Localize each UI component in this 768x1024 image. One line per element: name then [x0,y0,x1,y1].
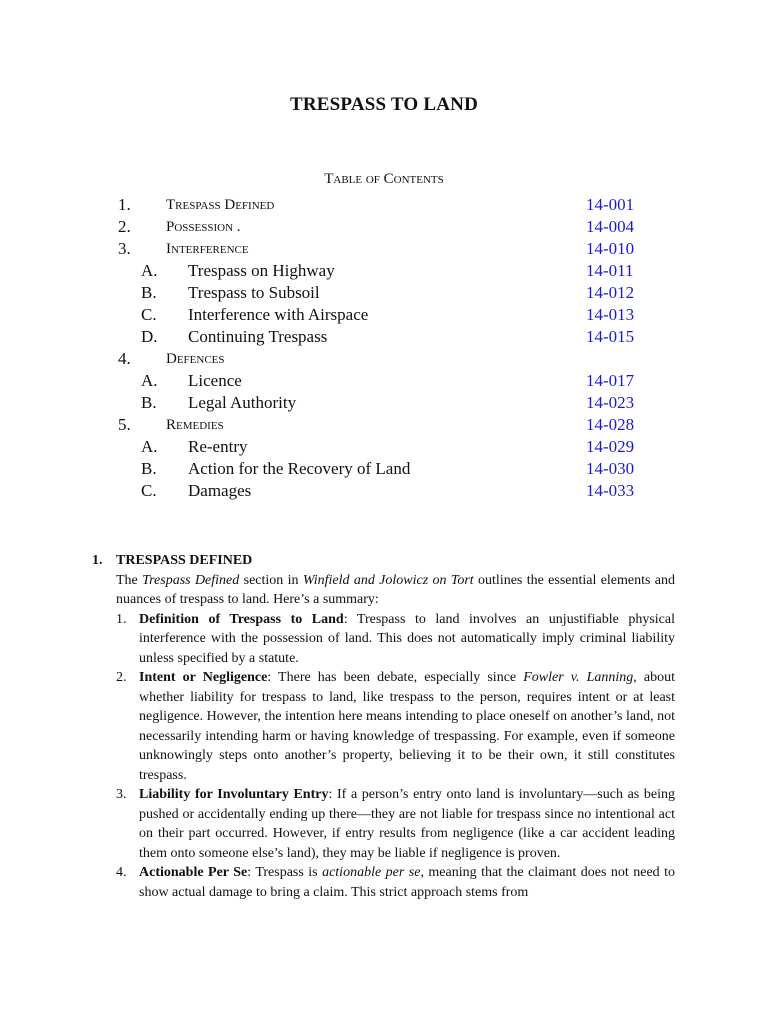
toc-entry [0,480,768,502]
toc-entry [0,436,768,458]
summary-list [92,610,675,903]
toc-entry-number: B. [141,283,157,302]
list-item-key: Liability for Involuntary Entry [139,787,329,802]
list-item-text: : There has been debate, especially since [267,670,524,685]
toc-entry-label: Legal Authority [188,393,297,412]
intro-text: outlines the essential elements and nuances of trespass to land. Here’s a summary: [116,572,676,607]
toc-entry-number: 2. [118,217,131,236]
intro-paragraph [116,571,675,610]
toc-page-link[interactable]: 14-010 [586,239,635,258]
toc-page-link[interactable]: 14-029 [586,437,635,456]
toc-entry [0,260,768,282]
toc-entry-label: Re-entry [188,437,248,456]
toc-entry-number: A. [141,437,158,456]
section-title: TRESPASS DEFINED [116,553,253,568]
toc-page-link[interactable]: 14-028 [586,415,635,434]
toc-entry-number: 3. [118,239,131,258]
toc-entry [0,238,768,260]
toc-entry-label: Action for the Recovery of Land [188,459,411,478]
toc-entry [0,370,768,392]
toc-entry [0,304,768,326]
table-of-contents [0,194,768,502]
book-title: Winfield and Jolowicz on Tort [302,572,474,588]
toc-page-link[interactable]: 14-012 [586,283,635,302]
toc-entry [0,348,768,370]
toc-entry-label: Possession . [166,219,241,235]
toc-entry-label: Damages [188,481,252,500]
toc-page-link[interactable]: 14-001 [586,195,635,214]
list-item [92,785,675,863]
toc-entry [0,392,768,414]
list-item-key: Definition of Trespass to Land [139,611,344,627]
list-item [92,863,675,902]
toc-entry [0,458,768,480]
list-item-number: 3. [116,787,127,802]
toc-page-link[interactable]: 14-017 [586,371,635,390]
toc-heading: Table of Contents [324,171,444,187]
toc-page-link[interactable]: 14-013 [586,305,635,324]
toc-entry-number: 1. [118,195,131,214]
toc-entry-number: C. [141,481,157,500]
toc-entry-label: Trespass to Subsoil [188,283,320,302]
toc-entry-label: Continuing Trespass [188,327,328,346]
toc-entry-label: Licence [188,371,242,390]
toc-entry-number: C. [141,305,157,324]
toc-entry-number: 4. [118,349,131,368]
toc-entry-number: B. [141,393,157,412]
list-item-text: : Trespass is [247,865,323,880]
list-item-number: 2. [116,670,127,685]
list-item-number: 4. [116,865,127,880]
toc-entry-label: Trespass Defined [166,197,275,213]
intro-text: section in [239,572,303,588]
toc-page-link[interactable]: 14-023 [586,393,635,412]
list-item-number: 1. [116,611,127,627]
list-item-key: Intent or Negligence [139,670,268,685]
intro-text: The [116,572,143,588]
toc-entry-number: B. [141,459,157,478]
toc-entry [0,194,768,216]
toc-page-link[interactable]: 14-033 [586,481,635,500]
section-trespass-defined [92,551,675,902]
toc-entry [0,282,768,304]
toc-page-link[interactable]: 14-004 [586,217,635,236]
intro-emphasis: Trespass Defined [142,572,240,588]
document-title: TRESPASS TO LAND [290,94,478,115]
list-item-text: , about whether liability for trespass to land, like trespass to the person, requires intent or at least negligence. However, the intention here means intending to place oneself on another’s land, not necessarily intending harm or having knowledge of trespassing. For example, even if someone unknowingly steps onto another’s property, believing it to be their own, it still constitutes trespass. [139,670,676,783]
toc-entry-label: Defences [166,351,225,367]
case-name: Fowler v. Lanning [523,670,634,685]
toc-entry-number: A. [141,261,158,280]
toc-entry-label: Remedies [166,417,224,433]
toc-entry [0,414,768,436]
toc-entry-label: Interference [166,241,249,257]
toc-entry-label: Trespass on Highway [188,261,335,280]
list-item [92,610,675,669]
toc-entry-number: D. [141,327,158,346]
toc-entry-number: A. [141,371,158,390]
toc-page-link[interactable]: 14-015 [586,327,635,346]
list-item-key: Actionable Per Se [139,865,248,880]
toc-page-link[interactable]: 14-011 [586,261,634,280]
toc-page-link[interactable]: 14-030 [586,459,635,478]
list-item-text: , meaning that the claimant does not need to show actual damage to bring a claim. This strict approach stems from [139,865,676,900]
legal-term: actionable per se [322,865,421,880]
list-item-text: : Trespass to land involves an unjustifiable physical interference with the possession of land. This does not automatically imply criminal liability unless specified by a statute. [139,611,676,666]
toc-entry-number: 5. [118,415,131,434]
toc-entry [0,326,768,348]
list-item-text: : If a person’s entry onto land is involuntary—such as being pushed or accidentally ending up there—they are not liable for trespass since no intentional act on their part occurred. However, if entry results from negligence (like a car accident leading them onto someone else’s land), they may be liable if negligence is proven. [139,787,675,861]
section-number: 1. [92,553,103,568]
toc-entry-label: Interference with Airspace [188,305,369,324]
section-heading [92,551,675,571]
toc-entry [0,216,768,238]
list-item [92,668,675,785]
